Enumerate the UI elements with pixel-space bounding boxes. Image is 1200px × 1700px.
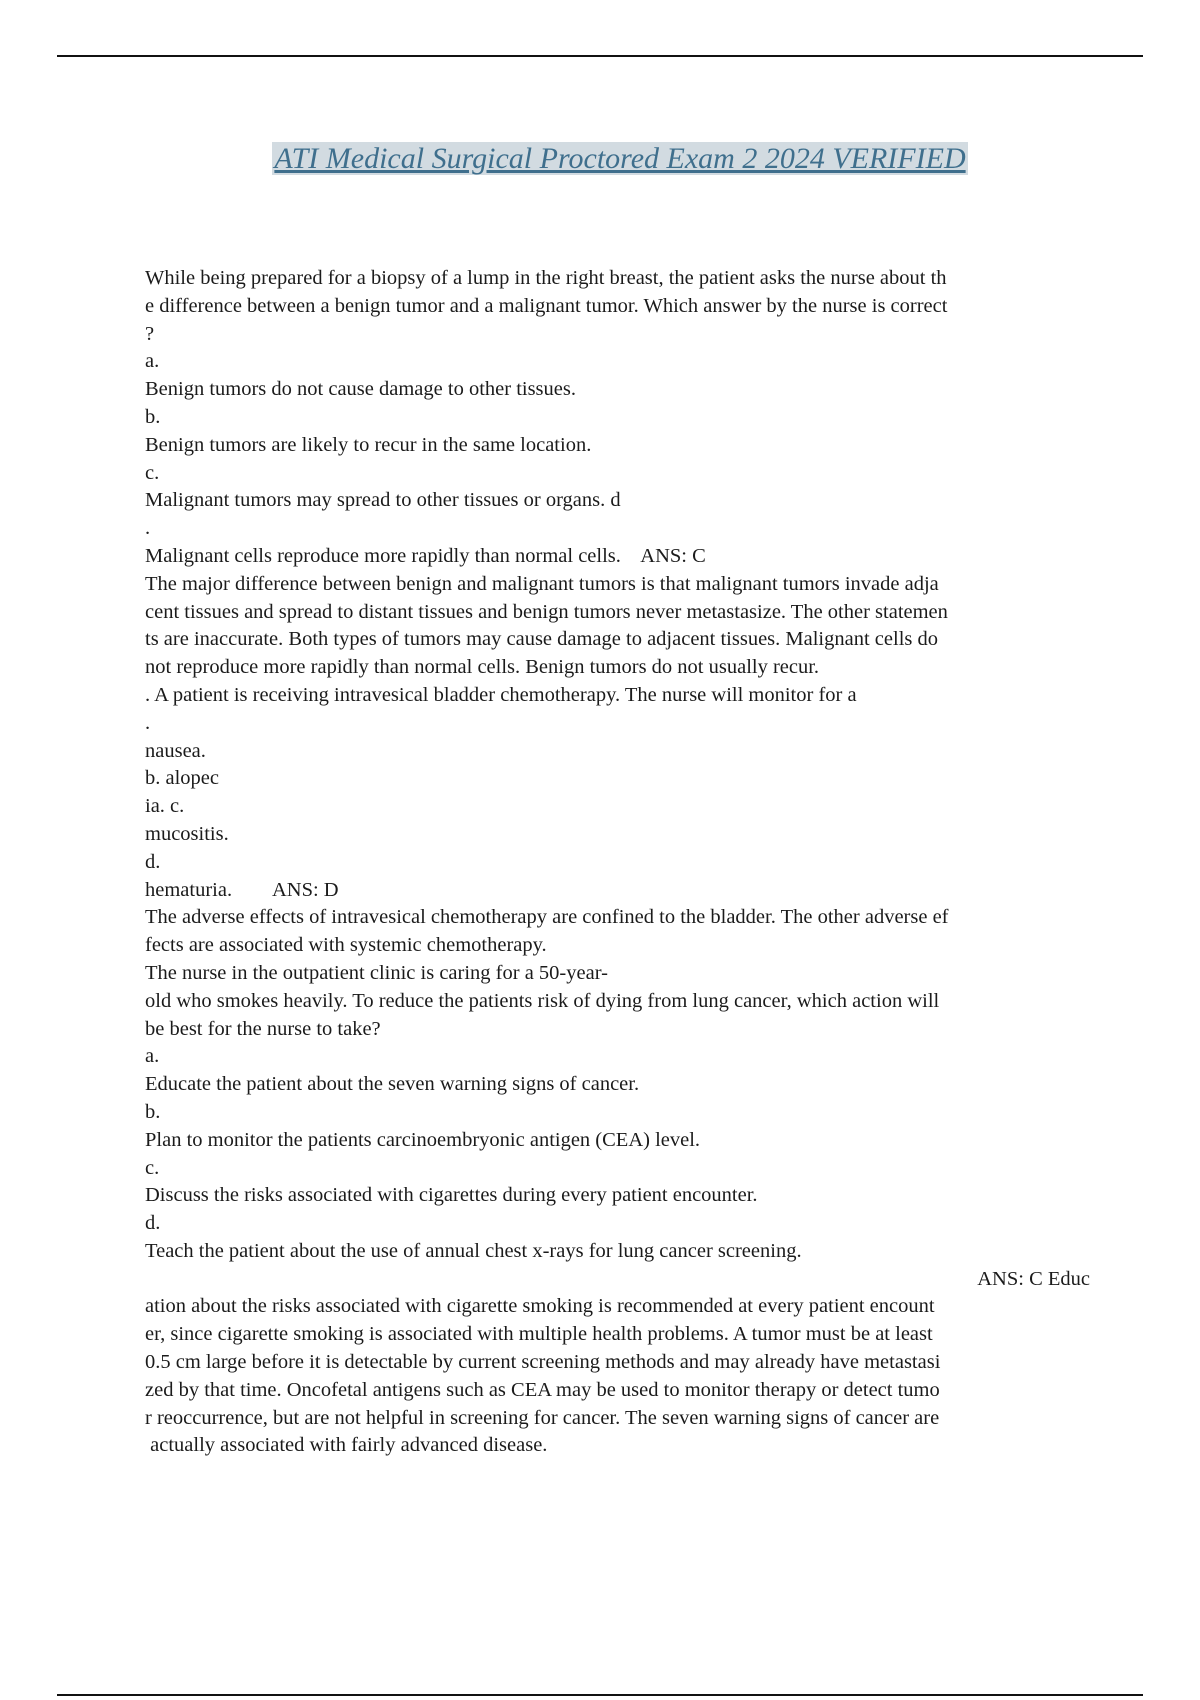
text-line: actually associated with fairly advanced disease. [145, 1434, 548, 1457]
text-line: . [145, 711, 151, 734]
text-line: er, since cigarette smoking is associated with multiple health problems. A tumor must be at least [145, 1323, 933, 1346]
text-line: e difference between a benign tumor and a malignant tumor. Which answer by the nurse is correct [145, 294, 948, 317]
text-line: Teach the patient about the use of annual chest x-rays for lung cancer screening. [145, 1239, 802, 1262]
text-line: ts are inaccurate. Both types of tumors may cause damage to adjacent tissues. Malignant cells do [145, 628, 938, 651]
answer-line: ANS: C Educ [977, 1267, 1090, 1290]
bottom-rule [57, 1694, 1143, 1696]
text-line: hematuria. ANS: D [145, 878, 339, 901]
text-line: a. [145, 350, 160, 373]
text-line: mucositis. [145, 822, 229, 845]
text-line: ation about the risks associated with cigarette smoking is recommended at every patient encount [145, 1295, 935, 1318]
text-line: . A patient is receiving intravesical bladder chemotherapy. The nurse will monitor for a [145, 683, 857, 706]
text-line: Benign tumors are likely to recur in the same location. [145, 433, 592, 456]
text-line: The nurse in the outpatient clinic is caring for a 50-year- [145, 961, 608, 984]
text-line: b. alopec [145, 767, 219, 790]
text-line: Plan to monitor the patients carcinoembryonic antigen (CEA) level. [145, 1128, 701, 1151]
document-body [145, 265, 1090, 1460]
text-line: cent tissues and spread to distant tissues and benign tumors never metastasize. The other statemen [145, 600, 948, 623]
text-line: ia. c. [145, 795, 185, 818]
text-line: 0.5 cm large before it is detectable by current screening methods and may already have metastasi [145, 1351, 941, 1374]
text-line: Benign tumors do not cause damage to other tissues. [145, 378, 576, 401]
text-line: Discuss the risks associated with cigarettes during every patient encounter. [145, 1184, 758, 1207]
text-line: zed by that time. Oncofetal antigens such as CEA may be used to monitor therapy or detect tumo [145, 1378, 940, 1401]
text-line: be best for the nurse to take? [145, 1017, 381, 1040]
text-line: The adverse effects of intravesical chemotherapy are confined to the bladder. The other adverse ef [145, 906, 949, 929]
top-rule [57, 55, 1143, 57]
text-line: nausea. [145, 739, 206, 762]
text-line: b. [145, 405, 161, 428]
text-line: a. [145, 1045, 160, 1068]
text-line: . [145, 517, 151, 540]
text-line: old who smokes heavily. To reduce the patients risk of dying from lung cancer, which action will [145, 989, 940, 1012]
page-title [0, 142, 1200, 176]
text-line: fects are associated with systemic chemotherapy. [145, 934, 547, 957]
text-line: c. [145, 1156, 160, 1179]
text-line: d. [145, 1212, 161, 1235]
text-line: r reoccurrence, but are not helpful in screening for cancer. The seven warning signs of cancer are [145, 1406, 940, 1429]
text-line: not reproduce more rapidly than normal cells. Benign tumors do not usually recur. [145, 656, 820, 679]
text-line: b. [145, 1100, 161, 1123]
text-line: c. [145, 461, 160, 484]
text-line: The major difference between benign and malignant tumors is that malignant tumors invade adja [145, 572, 939, 595]
title-link[interactable]: ATI Medical Surgical Proctored Exam 2 2024 VERIFIED [274, 142, 966, 175]
text-line: Malignant cells reproduce more rapidly than normal cells. ANS: C [145, 544, 706, 567]
text-line: ? [145, 322, 155, 345]
text-line: d. [145, 850, 161, 873]
text-line: Educate the patient about the seven warning signs of cancer. [145, 1073, 640, 1096]
text-line: Malignant tumors may spread to other tissues or organs. d [145, 489, 621, 512]
text-line: While being prepared for a biopsy of a lump in the right breast, the patient asks the nurse about th [145, 267, 947, 289]
